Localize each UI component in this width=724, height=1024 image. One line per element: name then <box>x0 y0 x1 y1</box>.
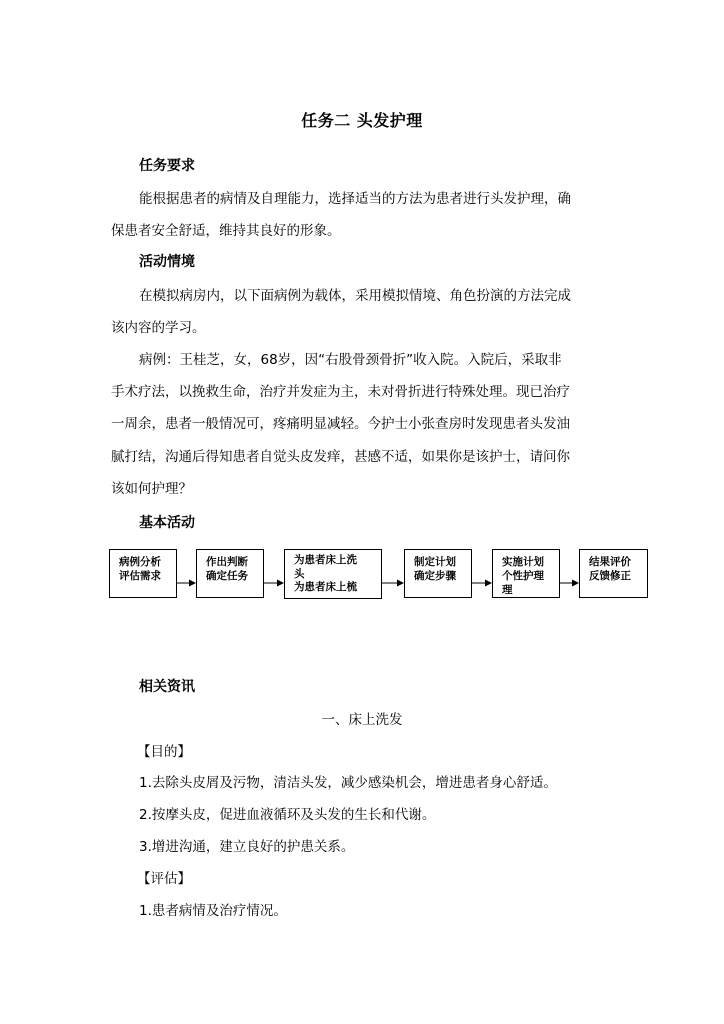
flow-step-text: 个性护理 <box>502 570 544 582</box>
paragraph-line: 保患者安全舒适，维持其良好的形象。 <box>111 223 341 239</box>
case-line: 手术疗法，以挽救生命，治疗并发症为主，未对骨折进行特殊处理。现已治疗 <box>111 384 570 400</box>
case-line: 一周余，患者一般情况可，疼痛明显减轻。今护士小张查房时发现患者头发油 <box>111 416 570 432</box>
paragraph-line: 该内容的学习。 <box>111 320 206 336</box>
purpose-label: 【目的】 <box>137 744 191 760</box>
flow-step-text: 头 <box>294 567 305 580</box>
case-line: 该如何护理？ <box>111 481 192 497</box>
section-heading-activities: 基本活动 <box>139 515 195 531</box>
section-heading-info: 相关资讯 <box>139 679 195 695</box>
page-title: 任务二 头发护理 <box>301 111 423 130</box>
flow-step-text: 实施计划 <box>502 556 544 568</box>
flow-step-text: 评估需求 <box>119 570 161 582</box>
section-heading-requirements: 任务要求 <box>139 158 195 174</box>
paragraph-line: 能根据患者的病情及自理能力，选择适当的方法为患者进行头发护理，确 <box>139 191 571 207</box>
flow-step-text: 为患者床上洗 <box>294 554 357 566</box>
purpose-item: 2.按摩头皮，促进血液循环及头发的生长和代谢。 <box>139 807 436 823</box>
flow-step-analysis <box>109 549 177 598</box>
section-heading-scenario: 活动情境 <box>139 254 195 270</box>
purpose-item: 3.增进沟通，建立良好的护患关系。 <box>139 839 355 855</box>
subsection-title: 一、床上洗发 <box>321 712 403 728</box>
case-line: 腻打结，沟通后得知患者自觉头皮发痒，甚感不适，如果你是该护士，请问你 <box>111 449 570 465</box>
flow-step-hair-care <box>284 549 382 599</box>
flow-step-text: 反馈修正 <box>589 570 631 582</box>
flow-step-judgement <box>196 549 264 598</box>
flow-step-text: 确定任务 <box>206 570 248 582</box>
flow-step-text: 病例分析 <box>119 556 161 568</box>
purpose-item: 1.去除头皮屑及污物，清洁头发，减少感染机会，增进患者身心舒适。 <box>139 775 557 791</box>
assess-label: 【评估】 <box>137 871 191 887</box>
flow-step-text: 确定步骤 <box>414 570 456 582</box>
flow-step-text: 作出判断 <box>206 556 248 568</box>
case-line: 病例：王桂芝，女，68岁，因“右股骨颈骨折”收入院。入院后，采取非 <box>139 352 562 368</box>
flow-step-text: 理 <box>502 584 513 596</box>
paragraph-line: 在模拟病房内，以下面病例为载体，采用模拟情境、角色扮演的方法完成 <box>139 288 571 304</box>
flow-step-text: 为患者床上梳 <box>294 581 357 593</box>
flow-step-evaluation <box>579 549 648 598</box>
flow-step-text: 制定计划 <box>414 556 456 568</box>
flow-step-text: 结果评价 <box>589 556 631 568</box>
flow-step-implementation <box>492 549 560 598</box>
flow-step-planning <box>404 549 472 598</box>
assess-item: 1.患者病情及治疗情况。 <box>139 903 287 919</box>
